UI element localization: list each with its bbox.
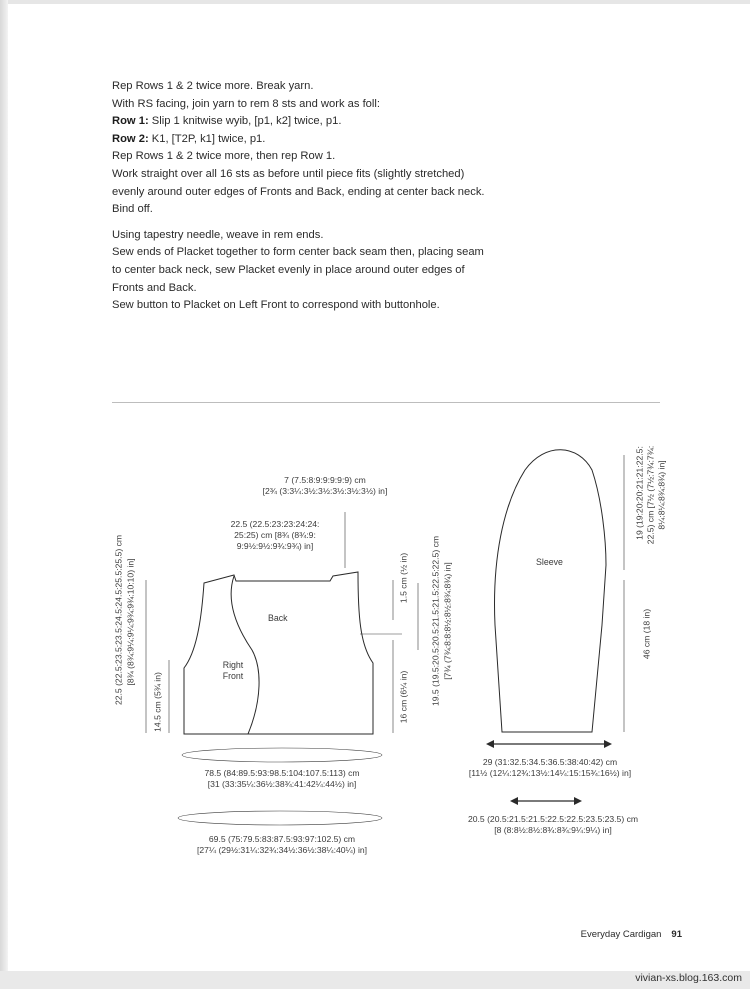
upper-arm-measure (450, 757, 650, 779)
instruction-row-label: Row 2: (112, 132, 149, 145)
total-height-cm: 22.5 (22.5:23.5:23.5:24.5:24.5:25.5:25.5) cm (113, 534, 124, 706)
neck-width-cm: 7 (7.5:8:9:9:9:9:9) cm (284, 475, 366, 485)
right-front-label-line1: Right (222, 660, 244, 670)
shoulder-width-line3: 9:9½:9½:9¾:9¾) in] (236, 541, 314, 551)
instruction-text: Using tapestry needle, weave in rem ends. (112, 228, 324, 241)
cap-height-in: 8¼:8¼:8¾:8¾) in] (656, 460, 667, 530)
chest-in: [31 (33:35¼:36½:38¾:41:42¼:44½) in] (207, 779, 357, 789)
instruction-text: With RS facing, join yarn to rem 8 sts and work as foll: (112, 97, 380, 110)
neck-width-in: [2¾ (3:3¼:3½:3½:3½:3½:3½) in] (262, 486, 388, 496)
back-label: Back (268, 613, 288, 623)
instruction-text: Work straight over all 16 sts as before until piece fits (slightly stretched) evenly around outer edges of Fronts and Back, ending at center back neck. (112, 167, 485, 198)
upper-arm-cm: 29 (31:32.5:34.5:36.5:38:40:42) cm (482, 757, 618, 767)
chest-cm: 78.5 (84:89.5:93:98.5:104:107.5:113) cm (204, 768, 360, 778)
cuff-measure (448, 814, 658, 836)
instruction-text: Bind off. (112, 203, 153, 216)
page-number: 91 (671, 929, 682, 940)
sleeve-outline (495, 450, 606, 732)
watermark: vivian-xs.blog.163.com (635, 972, 742, 984)
neck-width-measure (250, 475, 400, 497)
hem-in: [27¼ (29½:31¼:32¾:34½:36½:38¼:40¼) in] (196, 845, 368, 855)
upper-arm-in: [11½ (12¼:12¾:13½:14¼:15:15¾:16½) in] (468, 768, 632, 778)
side-height: 16 cm (6¼ in) (398, 670, 409, 724)
cuff-in: [8 (8:8½:8½:8¾:8¾:9¼:9¼) in] (494, 825, 612, 835)
front-side-height: 14.5 cm (5¾ in) (152, 672, 163, 732)
total-height-in: [8¾ (8¾:9¼:9¼:9¾:9¾:10:10) in] (125, 558, 136, 686)
instruction-text: Slip 1 knitwise wyib, [p1, k2] twice, p1. (148, 115, 342, 128)
footer-title: Everyday Cardigan (580, 929, 662, 940)
shoulder-width-measure (220, 519, 330, 552)
sleeve-label: Sleeve (536, 557, 563, 567)
instruction-text: Rep Rows 1 & 2 twice more. Break yarn. (112, 80, 314, 92)
sleeve-length: 46 cm (18 in) (641, 608, 652, 660)
instruction-row-label: Row 1: (112, 115, 149, 128)
instruction-text: K1, [T2P, k1] twice, p1. (148, 132, 266, 145)
hem-measure (168, 834, 396, 856)
page-footer (581, 929, 682, 940)
cap-height-cm2: 22.5) cm [7½ (7½:7¾:7¾: (645, 445, 656, 545)
cap-height-cm: 19 (19:20:20:21:21:22.5: (634, 446, 645, 540)
back-outline (184, 572, 373, 734)
armhole-depth-cm: 19.5 (19.5:20.5:20.5:21.5:21.5:22.5:22.5) cm (430, 535, 441, 707)
chest-measure (172, 768, 392, 790)
shoulder-width-line1: 22.5 (22.5:23:23:24:24: (230, 519, 320, 529)
hem-cm: 69.5 (75:79.5:83:87.5:93:97:102.5) cm (208, 834, 356, 844)
right-front-label (218, 660, 248, 682)
cuff-cm: 20.5 (20.5:21.5:21.5:22.5:22.5:23.5:23.5) cm (467, 814, 639, 824)
instruction-text: Sew button to Placket on Left Front to correspond with buttonhole. (112, 299, 440, 312)
right-front-outline (231, 576, 259, 734)
neck-depth: 1.5 cm (½ in) (398, 552, 409, 604)
instruction-text: Sew ends of Placket together to form center back seam then, placing seam to center back neck, sew Placket evenly in place around outer edges of Fronts and Back. (112, 246, 484, 294)
armhole-depth-in: [7¾ (7¾:8:8:8½:8½:8¾:8¾) in] (442, 562, 453, 680)
instruction-text: Rep Rows 1 & 2 twice more, then rep Row 1. (112, 150, 336, 163)
right-front-label-line2: Front (222, 671, 244, 681)
shoulder-width-line2: 25:25) cm [8¾ (8¾:9: (234, 530, 316, 540)
